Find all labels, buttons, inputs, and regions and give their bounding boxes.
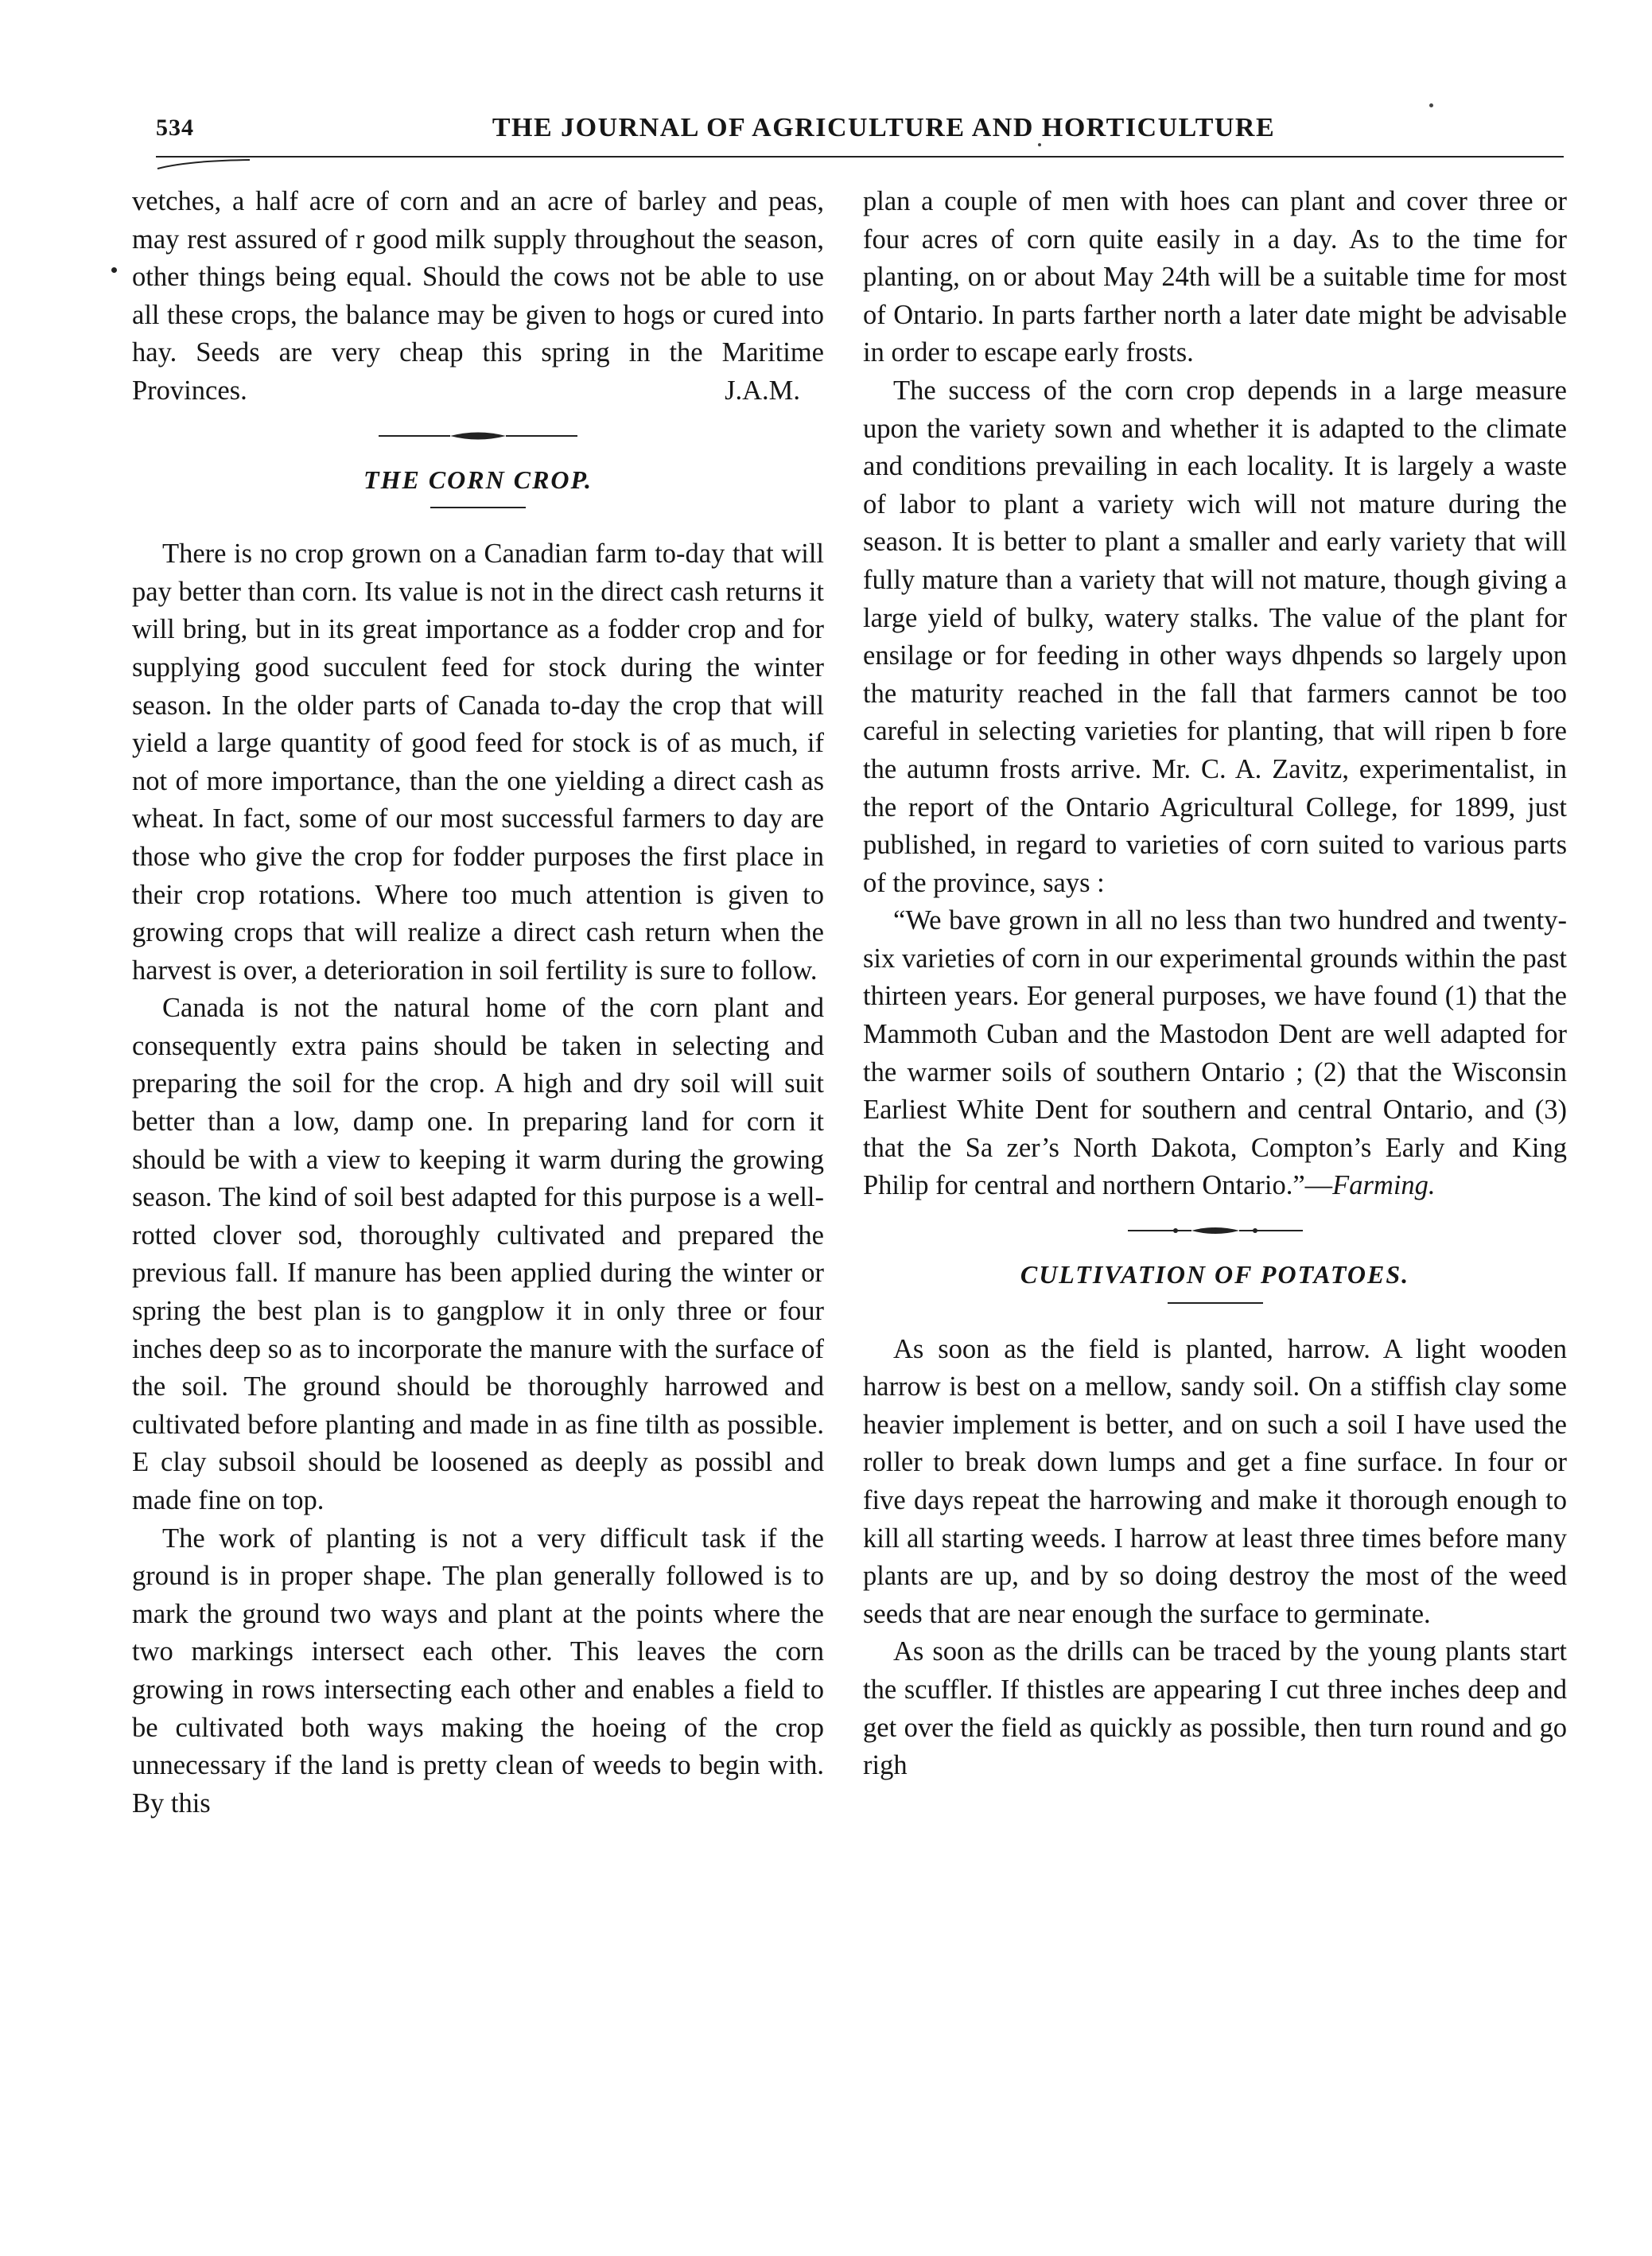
title-underline <box>1168 1302 1263 1304</box>
section-divider <box>863 1221 1567 1245</box>
divider-ornament <box>1128 1221 1303 1240</box>
corn-paragraph-4: The success of the corn crop depends in a large measure upon the variety sown and whether it is adapted to the climate and conditions prevailing in each locality. It is largely a waste of labor to plant a variety wich will not mature during the season. It is better to plant a smaller and early variety that will fully mature than a variety that will not mature, though giving a large yield of bulky, watery stalks. The value of the plant for ensilage or for feeding in other ways dhpends so largely upon the maturity reached in the fall that farmers cannot be too careful in selecting varieties for planting, that will ripen b fore the autumn frosts arrive. Mr. C. A. Zavitz, experimentalist, in the report of the Ontario Agricultural College, for 1899, just published, in regard to varieties of corn suited to various parts of the province, says : <box>863 375 1567 898</box>
margin-dot <box>111 267 117 273</box>
intro-paragraph <box>132 183 824 410</box>
corn-paragraph-3: The work of planting is not a very difficult task if the ground is in proper shape. The plan generally followed is to mark the ground two ways and plant at the points where the two markings intersect each other. This leaves the corn growing in rows intersecting each other and enables a field to be cultivated both ways making the hoeing of the crop unnecessary if the land is pretty clean of weeds to begin with. By this <box>132 1523 824 1818</box>
header-swash-ornament <box>156 159 251 170</box>
corn-paragraph-2: Canada is not the natural home of the corn plant and consequently extra pains should be taken in selecting and preparing the soil for the crop. A high and dry soil will suit better than a low, damp one. In preparing land for corn it should be with a view to keeping it warm during the growing season. The kind of soil best adapted for this purpose is a well-rotted clover sod, thoroughly cultivated and prepared the previous fall. If manure has been applied during the winter or spring the best plan is to gangplow it in only three or four inches deep so as to incorporate the manure with the surface of the soil. The ground should be thoroughly harrowed and cultivated before planting and made in as fine tilth as possible. E clay subsoil should be loosened as deeply as possibl and made fine on top. <box>132 993 824 1515</box>
potatoes-title: CULTIVATION OF POTATOES. <box>1020 1260 1410 1289</box>
title-underline <box>430 507 526 508</box>
intro-text: vetches, a half acre of corn and an acre of barley and peas, may rest assured of r good milk supply throughout the season, other things being equal. Should the cows not be able to use all these crops, the balance may be given to hogs or cured into hay. Seeds are very cheap this spring in the Maritime Provinces. <box>132 186 824 406</box>
intro-signature: J.A.M. <box>725 375 800 406</box>
corn-crop-title: THE CORN CROP. <box>363 465 593 494</box>
corn-paragraph-1: There is no crop grown on a Canadian farm to-day that will pay better than corn. Its value is not in the direct cash returns it will bring, but in its great importance as a fodder crop and for supplying good succulent feed for stock during the winter season. In the older parts of Canada to-day the crop that will yield a large quantity of good feed for stock is of as much, if not of more importance, than the one yielding a direct cash as wheat. In fact, some of our most successful farmers to day are those who give the crop for fodder purposes the first place in their crop rotations. Where too much attention is given to growing crops that will realize a direct cash return when the harvest is over, a deterioration in soil fertility is sure to follow. <box>132 539 824 986</box>
divider-ornament <box>379 426 577 445</box>
print-speck <box>1429 103 1433 107</box>
page-header <box>156 111 1560 151</box>
corn-quote-text: “We bave grown in all no less than two hundred and twenty-six varieties of corn in our experimental grounds within the past thirteen years. Eor general purposes, we have found (1) that the Mammoth Cuban and the Mastodon Dent are well adapted for the warmer soils of southern Ontario ; (2) that the Wisconsin Earliest White Dent for southern and central Ontario, and (3) that the Sa zer’s North Dakota, Compton’s Early and King Philip for central and northern Ontario.”— <box>863 905 1567 1201</box>
header-rule <box>156 156 1564 158</box>
running-head: THE JOURNAL OF AGRICULTURE AND HORTICULTURE <box>492 113 1276 142</box>
corn-quote <box>863 902 1567 1205</box>
left-column <box>132 183 824 1822</box>
corn-quote-source: Farming. <box>1332 1170 1436 1201</box>
potatoes-paragraph-2: As soon as the drills can be traced by the young plants start the scuffler. If thistles are appearing I cut three inches deep and get over the field as quickly as possible, then turn round and go righ <box>863 1636 1567 1781</box>
right-column <box>863 183 1567 1785</box>
corn-paragraph-3-continued: plan a couple of men with hoes can plant and cover three or four acres of corn quite easily in a day. As to the time for planting, on or about May 24th will be a suitable time for most of Ontario. In parts farther north a later date might be advisable in order to escape early frosts. <box>863 186 1567 368</box>
page-number: 534 <box>156 115 194 141</box>
potatoes-paragraph-1: As soon as the field is planted, harrow. A light wooden harrow is best on a mellow, sandy soil. On a stiffish clay some heavier implement is better, and on such a soil I have used the roller to break down lumps and get a fine surface. In four or five days repeat the harrowing and make it thorough enough to kill all starting weeds. I harrow at least three times before many plants are up, and by so doing destroy the most of the weed seeds that are near enough the surface to germinate. <box>863 1333 1567 1629</box>
section-divider <box>132 426 824 450</box>
